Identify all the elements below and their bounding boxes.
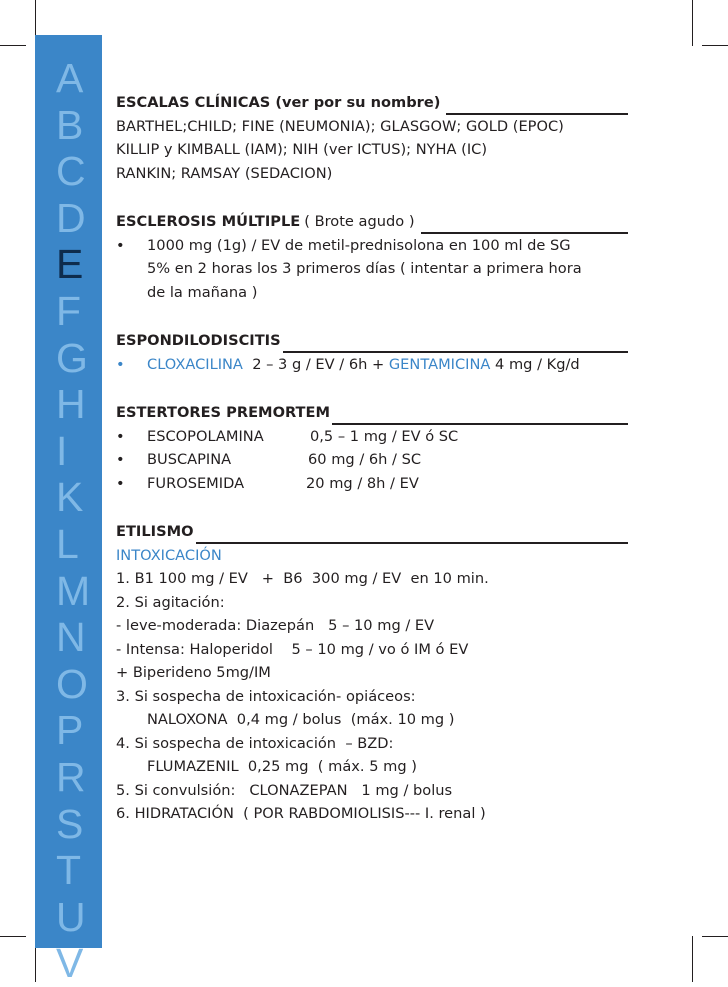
drug-name: BUSCAPINA: [147, 451, 232, 468]
dose-text: 4 mg / Kg/d: [495, 355, 580, 373]
bullet: •: [116, 474, 125, 492]
alphabet-index: [56, 55, 92, 987]
dose-text: 60 mg / 6h / SC: [308, 451, 422, 468]
text-line: 6. HIDRATACIÓN ( POR RABDOMIOLISIS--- I. renal ): [116, 805, 486, 822]
index-letter-l: L: [56, 520, 79, 567]
drug-name: ESCOPOLAMINA: [147, 427, 264, 445]
list-item: [116, 234, 628, 258]
text-line: 5% en 2 horas los 3 primeros días ( intentar a primera hora: [147, 260, 582, 277]
index-letter-c: C: [56, 148, 86, 195]
bullet: •: [116, 355, 125, 373]
text-line: 3. Si sospecha de intoxicación- opiáceos:: [116, 687, 416, 705]
index-letter-u: U: [56, 893, 86, 940]
text-line: KILLIP y KIMBALL (IAM); NIH (ver ICTUS); NYHA (IC): [116, 141, 488, 158]
text-line: - leve-moderada: Diazepán 5 – 10 mg / EV: [116, 617, 435, 634]
text-line: BARTHEL;CHILD; FINE (NEUMONIA); GLASGOW; GOLD (EPOC): [116, 117, 564, 135]
heading-rule: [283, 334, 628, 353]
index-letter-d: D: [56, 194, 86, 241]
text-line: RANKIN; RAMSAY (SEDACION): [116, 164, 333, 182]
bullet: •: [116, 451, 125, 468]
index-letter-g: G: [56, 334, 88, 381]
index-letter-n: N: [56, 614, 86, 661]
heading-text: ETILISMO: [116, 523, 194, 540]
bullet: •: [116, 236, 125, 254]
crop-mark: [0, 936, 26, 937]
index-letter-v: V: [56, 940, 84, 987]
bullet: •: [116, 427, 125, 445]
text-line: NALOXONA 0,4 mg / bolus (máx. 10 mg ): [147, 711, 455, 728]
text-line: - Intensa: Haloperidol 5 – 10 mg / vo ó IM ó EV: [116, 640, 469, 658]
index-letter-p: P: [56, 707, 84, 754]
index-letter-a: A: [56, 55, 84, 101]
heading-text: ESCLEROSIS MÚLTIPLE: [116, 213, 301, 230]
heading-rule: [421, 215, 628, 234]
text-line: 1. B1 100 mg / EV + B6 300 mg / EV en 10 min.: [116, 570, 489, 587]
list-item: [116, 353, 628, 377]
index-letter-r: R: [56, 753, 86, 800]
heading-text: ESCALAS CLÍNICAS (ver por su nombre): [116, 94, 441, 111]
crop-mark: [692, 936, 693, 982]
section-heading-espondilodiscitis: [116, 329, 628, 353]
heading-rule: [332, 406, 628, 425]
dose-text: 0,5 – 1 mg / EV ó SC: [310, 427, 459, 445]
drug-name: CLOXACILINA: [147, 355, 243, 373]
text-line: FLUMAZENIL 0,25 mg ( máx. 5 mg ): [147, 758, 417, 775]
index-letter-f: F: [56, 287, 82, 334]
crop-mark: [702, 45, 728, 46]
crop-mark: [0, 45, 26, 46]
drug-name: FUROSEMIDA: [147, 474, 245, 492]
dose-text: 2 – 3 g / EV / 6h +: [252, 355, 385, 373]
heading-text: ESPONDILODISCITIS: [116, 332, 281, 349]
crop-mark: [702, 936, 728, 937]
section-heading-esclerosis: [116, 210, 628, 234]
heading-rule: [196, 525, 628, 544]
crop-mark: [692, 0, 693, 46]
index-letter-e: E: [56, 241, 84, 288]
heading-subtitle: ( Brote agudo ): [304, 213, 415, 230]
text-line: 4. Si sospecha de intoxicación – BZD:: [116, 734, 394, 752]
item-text: 1000 mg (1g) / EV de metil-prednisolona en 100 ml de SG: [147, 236, 571, 254]
index-letter-i: I: [56, 427, 68, 474]
text-line: de la mañana ): [147, 283, 258, 301]
list-item: [116, 448, 628, 472]
list-item: [116, 472, 628, 496]
dose-text: 20 mg / 8h / EV: [306, 474, 419, 492]
subsection-title: INTOXICACIÓN: [116, 546, 222, 564]
index-letter-m: M: [56, 567, 91, 614]
page-content: [116, 91, 628, 826]
index-letter-t: T: [56, 847, 82, 894]
heading-rule: [446, 96, 628, 115]
text-line: 5. Si convulsión: CLONAZEPAN 1 mg / bolus: [116, 781, 453, 799]
drug-name: GENTAMICINA: [388, 355, 491, 373]
index-letter-s: S: [56, 800, 84, 847]
index-letter-o: O: [56, 660, 88, 707]
heading-text: ESTERTORES PREMORTEM: [116, 404, 331, 421]
section-heading-escalas: [116, 91, 628, 115]
text-line: 2. Si agitación:: [116, 593, 225, 611]
index-letter-b: B: [56, 101, 84, 148]
text-line: + Biperideno 5mg/IM: [116, 664, 271, 681]
section-heading-estertores: [116, 401, 628, 425]
index-letter-h: H: [56, 381, 86, 428]
section-heading-etilismo: [116, 520, 628, 544]
index-letter-k: K: [56, 474, 84, 521]
list-item: [116, 425, 628, 449]
